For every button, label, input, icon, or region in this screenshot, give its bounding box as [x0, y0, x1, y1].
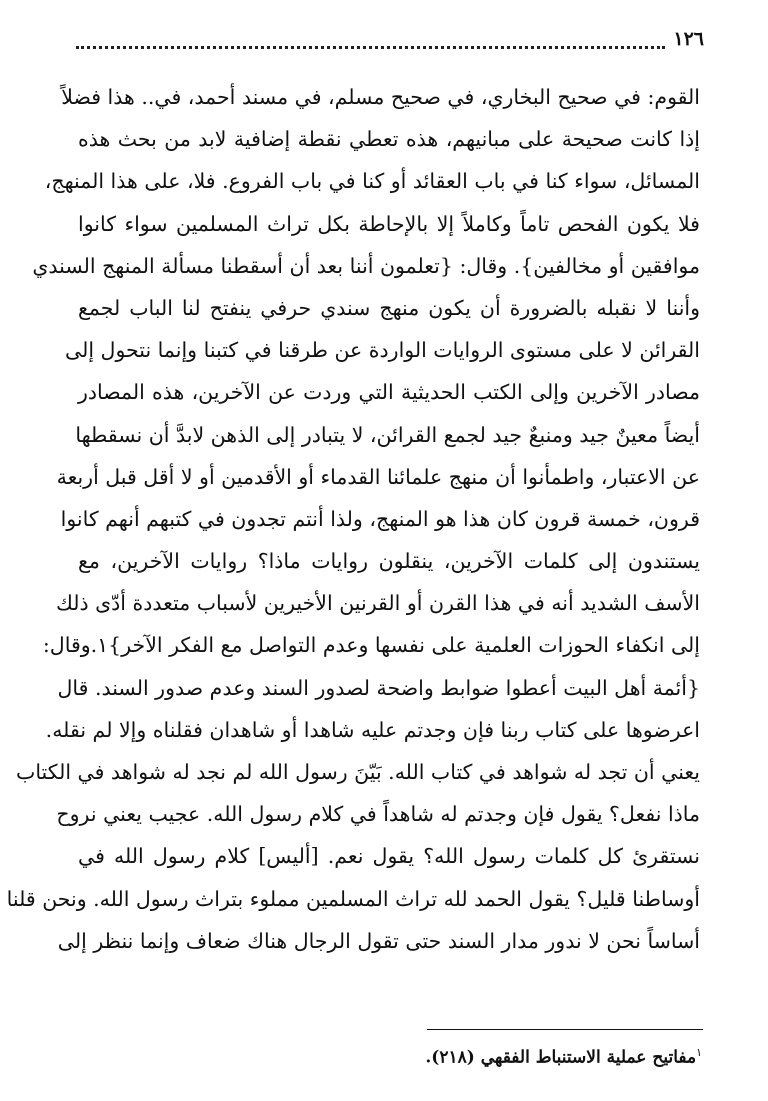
- text-line: {أئمة أهل البيت أعطوا ضوابط واضحة لصدور السند وعدم صدور السند. قال: [57, 675, 700, 700]
- text-line: إذا كانت صحيحة على مبانيهم، هذه تعطي نقطة إضافية لابد من بحث هذه: [78, 127, 700, 152]
- text-line: الأسف الشديد أنه في هذا القرن أو القرنين الأخيرين لأسباب متعددة أدّى ذلك: [55, 591, 700, 616]
- text-line: نستقرئ كل كلمات رسول الله؟ يقول نعم. [أليس] كلام رسول الله في: [78, 844, 700, 869]
- body-text: [6, 76, 700, 962]
- text-line: القرائن لا على مستوى الروايات الواردة عن طرقنا في كتبنا وإنما نتحول إلى: [65, 338, 700, 363]
- text-line: مصادر الآخرين وإلى الكتب الحديثية التي وردت عن الآخرين، هذه المصادر: [78, 380, 700, 405]
- text-line: يستندون إلى كلمات الآخرين، ينقلون روايات ماذا؟ روايات الآخرين، مع: [78, 549, 700, 574]
- page-number: ١٢٦: [673, 28, 704, 50]
- text-line: موافقين أو مخالفين}. وقال: {تعلمون أننا بعد أن أسقطنا مسألة المنهج السندي: [32, 253, 700, 278]
- footnote-separator: [427, 1029, 703, 1030]
- text-line: القوم: في صحيح البخاري، في صحيح مسلم، في مسند أحمد، في.. هذا فضلاً: [61, 85, 700, 109]
- footnote-marker: ١: [696, 1046, 702, 1059]
- text-line: المسائل، سواء كنا في باب العقائد أو كنا في باب الفروع. فلا، على هذا المنهج،: [44, 169, 700, 194]
- text-line: عن الاعتبار، واطمأنوا أن منهج علمائنا القدماء أو الأقدمين أو لا أقل قبل أربعة: [56, 464, 700, 489]
- text-line: ماذا نفعل؟ يقول فإن وجدتم له شاهداً في كلام رسول الله. عجيب يعني نروح: [56, 802, 700, 827]
- footnote-text: مفاتيح عملية الاستنباط الفقهي (٢١٨).: [425, 1047, 697, 1068]
- text-line: قرون، خمسة قرون كان هذا هو المنهج، ولذا أنتم تجدون في كتبهم أنهم كانوا: [60, 506, 700, 531]
- text-line: أساساً نحن لا ندور مدار السند حتى تقول الرجال هناك ضعاف وإنما ننظر إلى: [57, 928, 700, 953]
- text-line: أوساطنا قليل؟ يقول الحمد لله تراث المسلمين مملوء بتراث رسول الله. ونحن قلنا: [6, 886, 700, 911]
- header-dotted-leader: [76, 36, 665, 49]
- footnote: [222, 1038, 702, 1073]
- text-line: وأننا لا نقبله بالضرورة أن يكون منهج سندي حرفي ينفتح لنا الباب لجمع: [78, 295, 700, 320]
- page-header: [76, 22, 704, 56]
- text-line: اعرضوها على كتاب ربنا فإن وجدتم عليه شاهدا أو شاهدان فقلناه وإلا لم نقله.: [45, 717, 700, 742]
- text-line: فلا يكون الفحص تاماً وكاملاً إلا بالإحاطة بكل تراث المسلمين سواء كانوا: [78, 211, 700, 236]
- text-line: يعني أن تجد له شواهد في كتاب الله. بَيّنَ رسول الله لم نجد له شواهد في الكتاب: [16, 760, 700, 784]
- text-line: إلى انكفاء الحوزات العلمية على نفسها وعدم التواصل مع الفكر الآخر}١.وقال:: [42, 633, 700, 658]
- text-line: أيضاً معينٌ جيد ومنبعٌ جيد لجمع القرائن، لا يتبادر إلى الذهن لابدَّ أن نسقطها: [75, 422, 700, 447]
